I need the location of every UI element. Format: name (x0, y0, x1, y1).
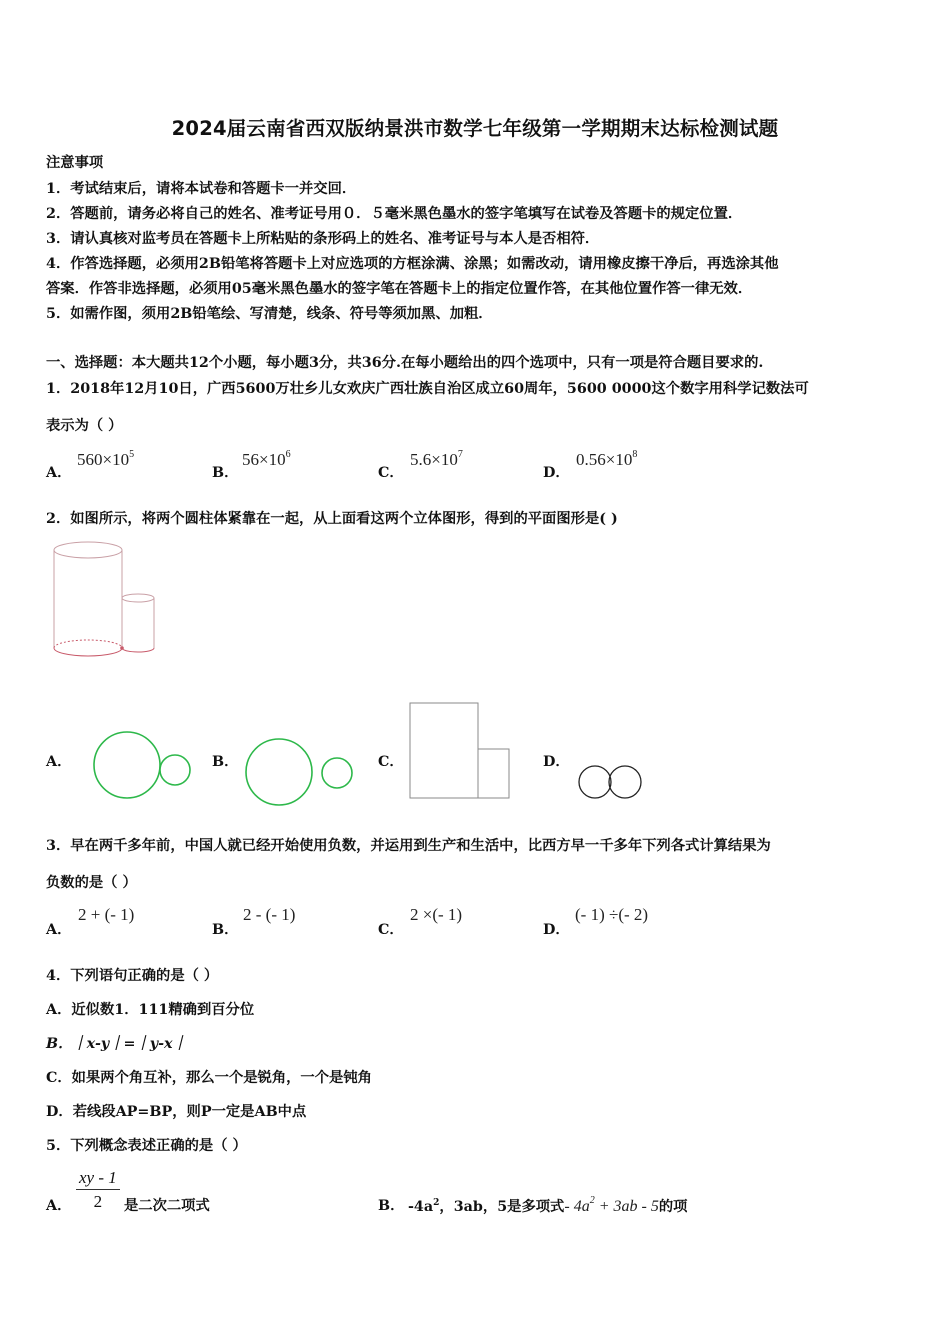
notice-item-4: 4．作答选择题，必须用2B铅笔将答题卡上对应选项的方框涂满、涂黑；如需改动，请用橡皮擦干净后，再选涂其他 (46, 256, 779, 272)
q2-option-b-figure (242, 735, 357, 807)
q3-text: 3．早在两千多年前，中国人就已经开始使用负数，并运用到生产和生活中，比西方早一千多年下列各式计算结果为 (46, 838, 771, 854)
notice-item-1: 1．考试结束后，请将本试卷和答题卡一并交回． (46, 181, 357, 197)
q5-option-b-label: B． (378, 1198, 405, 1214)
large-circle (94, 732, 160, 798)
q2-option-d-figure (577, 764, 647, 800)
q1-option-b-expr: $56\times 10^6$ (242, 449, 291, 469)
q1-option-a-expr: $560\times 10^5$ (77, 449, 135, 469)
q2-option-b-label: B． (212, 754, 239, 770)
large-cylinder-base-front (54, 648, 122, 656)
section-heading: 一、选择题：本大题共12个小题，每小题3分，共36分.在每小题给出的四个选项中，只有一项是符合题目要求的. (46, 355, 764, 371)
large-cylinder-top (54, 542, 122, 558)
q3-option-b-expr: 2 - (- 1) (243, 905, 296, 924)
q2-option-c-label: C． (378, 754, 404, 770)
q2-text: 2．如图所示，将两个圆柱体紧靠在一起，从上面看这两个立体图形，得到的平面图形是( ) (46, 511, 618, 527)
q5-option-a-label: A． (46, 1198, 72, 1214)
q3-option-c-expr: 2 ×(- 1) (410, 905, 463, 924)
small-cylinder-base (122, 648, 154, 652)
right-circle (609, 766, 641, 798)
q1-option-d-label: D． (543, 465, 570, 481)
q1-option-c-expr: $5.6\times 10^7$ (410, 449, 463, 469)
q3-option-d-expr: (- 1) ÷(- 2) (575, 905, 649, 924)
notice-item-4-cont: 答案．作答非选择题，必须用05毫米黑色墨水的签字笔在答题卡上的指定位置作答，在其他位置作答一律无效． (46, 281, 753, 297)
q4-option-b: B．｜x-y｜=｜y-x｜ (46, 1036, 187, 1052)
small-rectangle (478, 749, 509, 798)
notice-item-2: 2．答题前，请务必将自己的姓名、准考证号用０．５毫米黑色墨水的签字笔填写在试卷及答题卡的规定位置． (46, 206, 743, 222)
q1-option-b-label: B． (212, 465, 239, 481)
q3-option-c-label: C． (378, 922, 404, 938)
notice-item-5: 5．如需作图，须用2B铅笔绘、写清楚，线条、符号等须加黑、加粗． (46, 306, 493, 322)
q5-option-a-fraction (76, 1168, 120, 1212)
q5-text: 5．下列概念表述正确的是（ ） (46, 1138, 247, 1154)
small-cylinder-top (122, 594, 154, 602)
contact-point (120, 646, 124, 650)
q4-option-a: A．近似数1．111精确到百分位 (46, 1002, 255, 1018)
q4-option-d: D．若线段AP=BP，则P一定是AB中点 (46, 1104, 307, 1120)
q5-option-a-text: 是二次二项式 (124, 1198, 210, 1214)
q1-text-cont: 表示为（ ） (46, 418, 123, 434)
q3-option-d-label: D． (543, 922, 570, 938)
small-circle (160, 755, 190, 785)
q1-option-c-label: C． (378, 465, 404, 481)
notice-heading: 注意事项 (46, 155, 104, 171)
q3-option-b-label: B． (212, 922, 239, 938)
page-title: 2024届云南省西双版纳景洪市数学七年级第一学期期末达标检测试题 (171, 117, 779, 140)
notice-item-3: 3．请认真核对监考员在答题卡上所粘贴的条形码上的姓名、准考证号与本人是否相符． (46, 231, 600, 247)
large-circle (246, 739, 312, 805)
q4-option-c: C．如果两个角互补，那么一个是锐角，一个是钝角 (46, 1070, 372, 1086)
two-cylinders-figure (48, 538, 163, 660)
q3-text-cont: 负数的是（ ） (46, 875, 137, 891)
left-circle (579, 766, 611, 798)
q1-text: 1．2018年12月10日，广西5600万壮乡儿女欢庆广西壮族自治区成立60周年，5600 0000这个数字用科学记数法可 (46, 381, 809, 397)
q2-option-a-figure (90, 730, 195, 802)
q1-option-a-label: A． (46, 465, 72, 481)
small-circle (322, 758, 352, 788)
large-rectangle (410, 703, 478, 798)
q4-text: 4．下列语句正确的是（ ） (46, 968, 219, 984)
fraction-denominator: 2 (93, 1192, 103, 1211)
q3-option-a-label: A． (46, 922, 72, 938)
q2-option-c-figure (408, 700, 512, 802)
large-cylinder-base-back (54, 640, 122, 648)
q1-option-d-expr: $0.56\times 10^8$ (576, 449, 638, 469)
q3-option-a-expr: 2 + (- 1) (78, 905, 135, 924)
fraction-numerator: xy - 1 (76, 1168, 120, 1190)
q5-option-b-text: $-4a^2$，3ab，5是多项式- $4a^2 + 3ab - 5$的项 (408, 1195, 688, 1215)
q2-option-d-label: D． (543, 754, 570, 770)
q2-option-a-label: A． (46, 754, 72, 770)
